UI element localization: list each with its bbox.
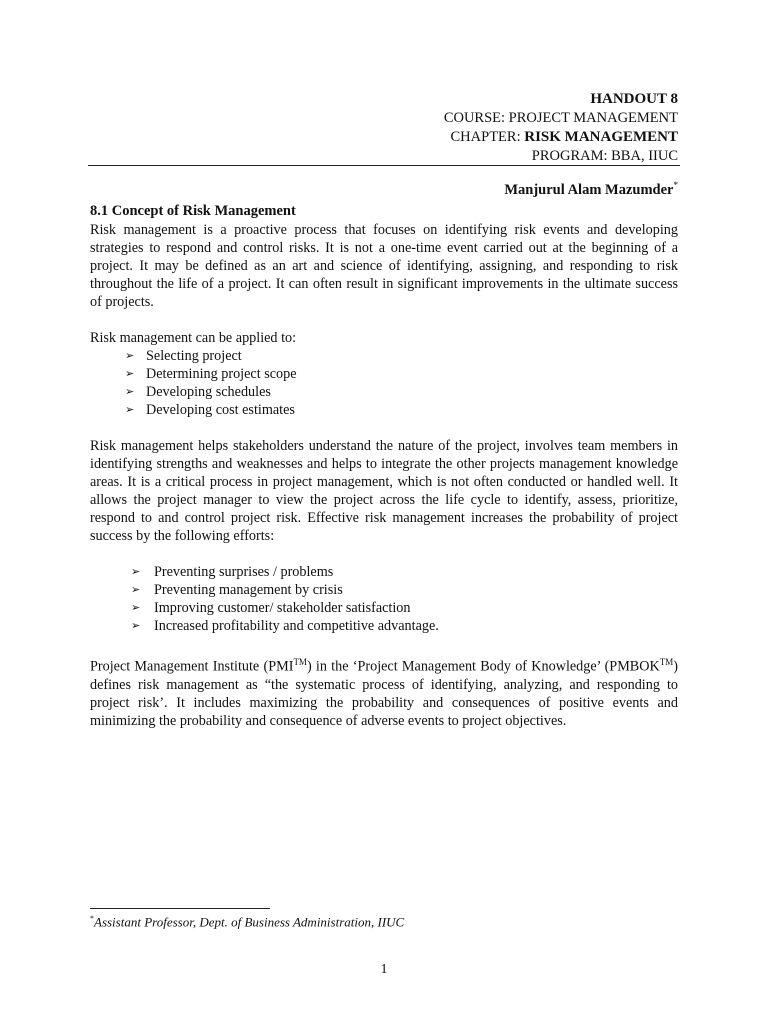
chapter-prefix: CHAPTER:	[450, 129, 525, 145]
application-list	[90, 347, 678, 419]
course-label: COURSE: PROJECT MANAGEMENT	[443, 110, 678, 126]
arrow-bullet-icon: ➢	[131, 619, 141, 632]
footnote-mark: *	[90, 914, 94, 923]
footnote-text: Assistant Professor, Dept. of Business Administration, IIUC	[94, 914, 405, 930]
main-content	[90, 201, 678, 730]
list-item: ➢ Improving customer/ stakeholder satisfaction	[131, 600, 411, 616]
list-item: ➢ Developing cost estimates	[125, 402, 295, 418]
trademark-mark: TM	[659, 657, 674, 667]
author-name: Manjurul Alam Mazumder	[504, 181, 674, 198]
paragraph-2: Risk management helps stakeholders understand the nature of the project, involves team members in identifying strengths and weaknesses and helps to integrate the other projects management knowledge areas. It is a critical process in project management, which is not often conducted or handled well. It allows the project manager to view the project across the life cycle to identify, assess, prioritize, respond to and control project risk. Effective risk management increases the probability of project success by the following efforts:	[90, 438, 678, 544]
spacer	[90, 419, 678, 437]
spacer	[90, 311, 678, 329]
trademark-mark: TM	[293, 657, 307, 667]
footnote-rule	[90, 908, 270, 909]
list-item: ➢ Preventing surprises / problems	[131, 564, 334, 580]
page-number: 1	[380, 962, 388, 977]
spacer	[90, 545, 678, 563]
paragraph-1: Risk management is a proactive process that focuses on identifying risk events and developing strategies to respond and control risks. It is not a one-time event carried out at the beginning of a project. It may be defined as an art and science of identifying, assigning, and responding to risk throughout the life of a project. It can often result in significant improvements in the ultimate success of projects.	[90, 222, 678, 310]
arrow-bullet-icon: ➢	[125, 349, 135, 362]
efforts-list	[90, 563, 678, 635]
list-item: ➢ Increased profitability and competitive advantage.	[131, 618, 439, 634]
arrow-bullet-icon: ➢	[125, 367, 135, 380]
author-footnote-mark: *	[673, 180, 678, 190]
chapter-title: RISK MANAGEMENT	[524, 129, 678, 145]
section-heading: 8.1 Concept of Risk Management	[90, 203, 296, 219]
arrow-bullet-icon: ➢	[131, 565, 141, 578]
chapter-label	[444, 128, 678, 147]
arrow-bullet-icon: ➢	[125, 403, 135, 416]
arrow-bullet-icon: ➢	[125, 385, 135, 398]
list-item: ➢ Selecting project	[125, 348, 242, 364]
footnote	[90, 914, 404, 930]
list-item: ➢ Determining project scope	[125, 366, 297, 382]
list-item: ➢ Preventing management by crisis	[131, 582, 343, 598]
arrow-bullet-icon: ➢	[131, 601, 141, 614]
program-label: PROGRAM: BBA, IIUC	[531, 148, 678, 164]
paragraph-3: Project Management Institute (PMI™) in the ‘Project Management Body of Knowledge’ (PMBOK™) defines risk management as “the systematic process of identifying, analyzing, and responding to project risk’. It includes maximizing the probability and consequences of positive events and minimizing the probability and consequence of adverse events to project objectives.	[90, 657, 679, 729]
author-line	[504, 180, 678, 199]
list-intro: Risk management can be applied to:	[90, 330, 297, 346]
arrow-bullet-icon: ➢	[131, 583, 141, 596]
header-rule	[88, 165, 680, 166]
handout-label: HANDOUT 8	[590, 91, 678, 107]
document-header	[444, 90, 678, 166]
list-item: ➢ Developing schedules	[125, 384, 271, 400]
spacer	[90, 635, 678, 653]
